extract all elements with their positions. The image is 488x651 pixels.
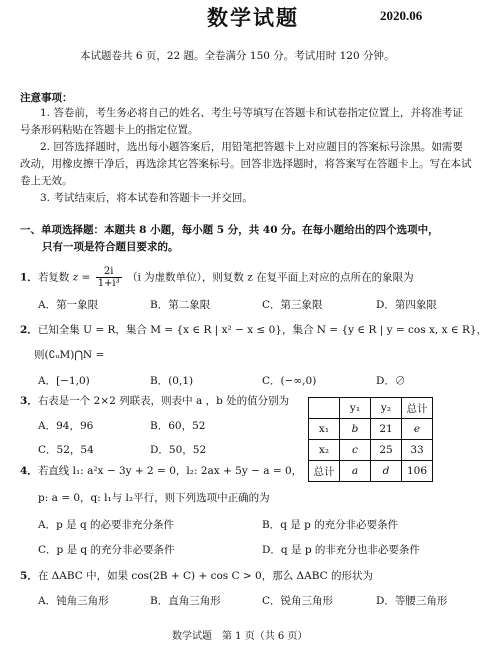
- question-1-post: （i 为虚数单位），则复数 z 在复平面上对应的点所在的象限为: [126, 271, 414, 284]
- q3-option-b: B．60，52: [150, 420, 206, 432]
- table-header-cell: [309, 398, 340, 419]
- q2-option-b: B．(0,1): [150, 375, 194, 387]
- contingency-table: [308, 397, 433, 482]
- question-5-text: 在 ΔABC 中，如果 cos(2B + C) + cos C > 0，那么 ΔABC 的形状为: [37, 570, 373, 582]
- table-row: [309, 440, 433, 461]
- q1-option-c: C．第三象限: [262, 299, 323, 311]
- question-3-text: 右表是一个 2×2 列联表，则表中 a ，b 处的值分别为: [37, 395, 290, 407]
- table-cell: 33: [402, 440, 433, 461]
- q3-option-c: C．52，54: [38, 444, 94, 456]
- table-cell: e: [402, 419, 433, 440]
- question-2: [20, 322, 487, 337]
- question-1-number: 1．: [20, 271, 38, 284]
- table-cell: c: [340, 440, 371, 461]
- question-4-number: 4．: [20, 465, 38, 477]
- question-1-var: z: [72, 271, 79, 284]
- table-cell: b: [340, 419, 371, 440]
- table-cell: x₁: [309, 419, 340, 440]
- question-1-eq: =: [78, 271, 94, 284]
- exam-date: 2020.06: [380, 8, 423, 23]
- table-header-cell: y₁: [340, 398, 371, 419]
- fraction-numerator: 2i: [96, 266, 122, 278]
- q1-option-b: B．第二象限: [150, 299, 211, 311]
- page-title: 数学试题: [207, 5, 299, 30]
- q4-option-b: B．q 是 p 的充分非必要条件: [262, 519, 399, 531]
- table-cell: a: [340, 461, 371, 482]
- fraction-denominator: 1+i³: [97, 278, 120, 289]
- q2-option-a: A．[−1,0): [38, 375, 90, 387]
- q4-option-a: A．p 是 q 的必要非充分条件: [38, 519, 175, 531]
- q4-option-c: C．p 是 q 的充分非必要条件: [38, 544, 175, 556]
- section-line-1: 一、单项选择题：本题共 8 小题，每小题 5 分，共 40 分。在每小题给出的四个选项中，: [20, 224, 439, 236]
- notice-item-3: 3. 考试结束后，将本试卷和答题卡一并交回。: [40, 192, 253, 204]
- q1-option-a: A．第一象限: [38, 299, 99, 311]
- table-cell: d: [371, 461, 402, 482]
- q3-option-a: A．94，96: [38, 420, 94, 432]
- table-row: [309, 419, 433, 440]
- q5-option-d: D．等腰三角形: [376, 595, 448, 607]
- table-cell: 21: [371, 419, 402, 440]
- notice-item-1: 1. 答卷前，考生务必将自己的姓名、考生号等填写在答题卡和试卷指定位置上，并将准考证号条形码粘贴在答题卡上的指定位置。: [20, 107, 463, 136]
- question-4-text: 若直线 l₁: a²x − 3y + 2 = 0，l₂: 2ax + 5y − a = 0，: [37, 465, 303, 477]
- table-header-cell: y₂: [371, 398, 402, 419]
- q5-option-b: B．直角三角形: [150, 595, 221, 607]
- question-4: [20, 463, 302, 478]
- table-row: [309, 461, 433, 482]
- question-2-number: 2．: [20, 324, 38, 336]
- question-1: [20, 266, 414, 289]
- table-header-cell: 总计: [402, 398, 433, 419]
- q5-option-a: A．钝角三角形: [38, 595, 109, 607]
- exam-intro: 本试题卷共 6 页，22 题。全卷满分 150 分。考试用时 120 分钟。: [80, 50, 395, 62]
- q5-option-c: C．锐角三角形: [262, 595, 334, 607]
- question-2-text: 已知全集 U = R，集合 M = {x ∈ R | x² − x ≤ 0}，集合 N = {y ∈ R | y = cos x, x ∈ R}，: [37, 324, 488, 336]
- notice-item-2: 2. 回答选择题时，选出每小题答案后，用铅笔把答题卡上对应题目的答案标号涂黑。如需要改动，用橡皮擦干净后，再选涂其它答案标号。回答非选择题时，将答案写在答题卡上。写在本试卷上无效。: [20, 141, 472, 187]
- table-header-row: [309, 398, 433, 419]
- question-5-number: 5．: [20, 570, 38, 582]
- question-3-number: 3．: [20, 395, 38, 407]
- section-line-2: 只有一项是符合题目要求的。: [42, 241, 179, 253]
- page-footer: 数学试题 第 1 页（共 6 页）: [172, 631, 308, 642]
- q1-option-d: D．第四象限: [376, 299, 437, 311]
- table-cell: 总计: [309, 461, 340, 482]
- question-2-line-2: 则(∁ᵤM)⋂N =: [34, 349, 105, 361]
- q2-option-c: C．(−∞,0): [262, 375, 317, 387]
- q2-option-d: D．∅: [376, 375, 406, 387]
- question-3: [20, 393, 289, 408]
- question-4-line-2: p: a = 0，q: l₁与 l₂平行，则下列选项中正确的为: [38, 492, 270, 504]
- q4-option-d: D．q 是 p 的非充分也非必要条件: [262, 544, 420, 556]
- section-heading: [20, 222, 472, 256]
- question-1-fraction: [96, 266, 122, 289]
- table-cell: 106: [402, 461, 433, 482]
- question-1-pre: 若复数: [37, 271, 70, 284]
- question-5: [20, 568, 373, 583]
- notice-heading: 注意事项：: [20, 92, 73, 104]
- q3-option-d: D．50，52: [150, 444, 207, 456]
- table-cell: x₂: [309, 440, 340, 461]
- table-cell: 25: [371, 440, 402, 461]
